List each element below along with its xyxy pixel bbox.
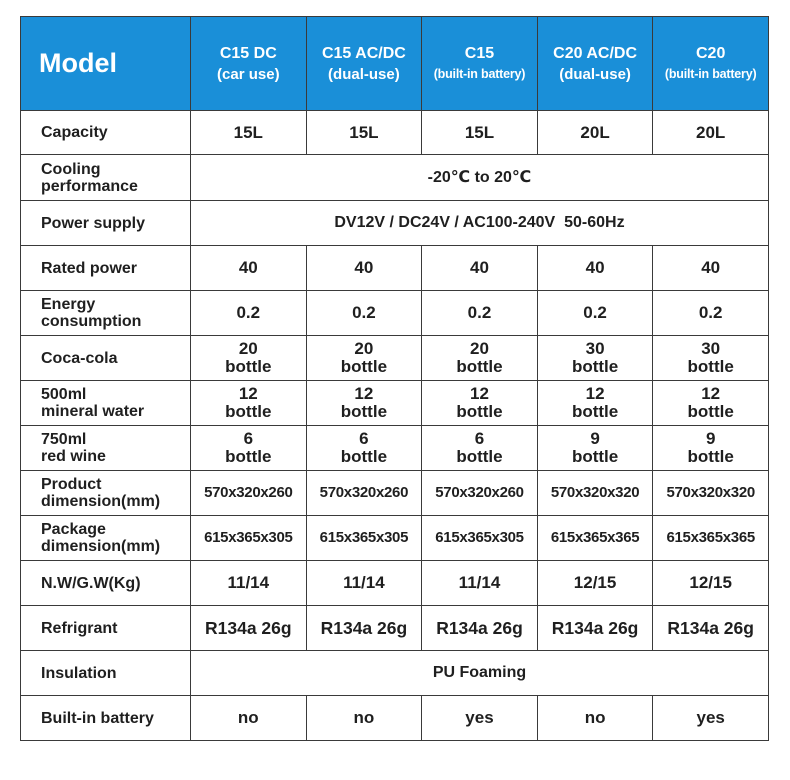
header-row: [21, 17, 769, 111]
value-cell: 570x320x320: [653, 471, 769, 516]
model-header: Model: [21, 17, 191, 111]
value-cell: no: [537, 696, 653, 741]
row-label: [21, 291, 191, 336]
count: 30: [585, 339, 605, 358]
count: 20: [238, 339, 258, 358]
count: 12: [238, 384, 258, 403]
value-cell: [653, 426, 769, 471]
count: 6: [243, 429, 254, 448]
value-cell: [191, 381, 307, 426]
model-sub: (dual-use): [559, 65, 631, 83]
unit: bottle: [340, 402, 388, 421]
count: 9: [705, 429, 716, 448]
value-cell: 0.2: [537, 291, 653, 336]
row-label: Coca-cola: [21, 336, 191, 381]
count: 12: [354, 384, 374, 403]
row-label-line: mineral water: [41, 403, 145, 420]
row-label: Insulation: [21, 651, 191, 696]
value-cell: [653, 381, 769, 426]
model-header-cell: [191, 17, 307, 111]
row-label: [21, 516, 191, 561]
count: 6: [359, 429, 369, 448]
row-label-line: 500ml: [41, 386, 87, 403]
value-cell: [537, 426, 653, 471]
row-product-dimension: [21, 471, 769, 516]
value-cell: [306, 336, 422, 381]
value-cell: 615x365x365: [537, 516, 653, 561]
unit: bottle: [225, 447, 272, 466]
unit: bottle: [456, 357, 503, 376]
value-cell: 40: [653, 246, 769, 291]
count: 9: [590, 429, 600, 448]
row-energy: [21, 291, 769, 336]
value-cell: no: [306, 696, 422, 741]
unit: bottle: [571, 447, 619, 466]
value-cell: 570x320x260: [306, 471, 422, 516]
model-header-cell: [653, 17, 769, 111]
value-cell: [653, 336, 769, 381]
model-sub: (car use): [217, 65, 280, 83]
value-cell: [422, 381, 538, 426]
value-cell: yes: [653, 696, 769, 741]
spec-table-wrapper: [20, 16, 768, 741]
unit: bottle: [571, 402, 619, 421]
row-coca-cola: [21, 336, 769, 381]
value-cell: [537, 381, 653, 426]
row-label-line: performance: [41, 177, 138, 195]
value-cell: [422, 336, 538, 381]
value-cell: 615x365x305: [191, 516, 307, 561]
unit: bottle: [225, 357, 272, 376]
value-cell: 615x365x305: [306, 516, 422, 561]
model-name: C20 AC/DC: [553, 44, 638, 62]
row-insulation: [21, 651, 769, 696]
value-cell: R134a 26g: [422, 606, 538, 651]
value-cell: 615x365x305: [422, 516, 538, 561]
row-mineral-water: [21, 381, 769, 426]
unit: bottle: [225, 402, 272, 421]
unit: bottle: [687, 447, 734, 466]
value-cell: [191, 426, 307, 471]
row-label: Built-in battery: [21, 696, 191, 741]
value-cell: 0.2: [422, 291, 538, 336]
count: 20: [470, 339, 489, 358]
model-header-cell: [422, 17, 538, 111]
model-sub: (built-in battery): [664, 66, 757, 81]
value-cell: yes: [422, 696, 538, 741]
value-cell: 615x365x365: [653, 516, 769, 561]
row-label: [21, 471, 191, 516]
row-label: Capacity: [21, 111, 191, 155]
count: 12: [701, 384, 721, 403]
unit: bottle: [340, 357, 388, 376]
row-refrigrant: [21, 606, 769, 651]
row-capacity: [21, 111, 769, 155]
row-label-line: 750ml: [41, 431, 87, 448]
value-cell: 20L: [653, 111, 769, 155]
value-cell: 570x320x260: [191, 471, 307, 516]
value-cell: 11/14: [191, 561, 307, 606]
value-cell: 15L: [191, 111, 307, 155]
row-label-line: dimension(mm): [41, 493, 161, 510]
value-cell: 15L: [422, 111, 538, 155]
value-cell-merged: -20℃ to 20℃: [191, 155, 769, 201]
row-label-line: red wine: [41, 448, 106, 465]
count: 12: [470, 384, 489, 403]
value-cell: 40: [422, 246, 538, 291]
model-name: C15 DC: [219, 44, 277, 62]
value-cell: 40: [191, 246, 307, 291]
unit: bottle: [456, 402, 503, 421]
value-cell: R134a 26g: [653, 606, 769, 651]
value-cell: no: [191, 696, 307, 741]
value-cell-merged: PU Foaming: [191, 651, 769, 696]
unit: bottle: [571, 357, 619, 376]
row-cooling: [21, 155, 769, 201]
row-label: [21, 155, 191, 201]
value-cell: [422, 426, 538, 471]
unit: bottle: [687, 402, 734, 421]
value-cell: [306, 426, 422, 471]
model-sub: (built-in battery): [433, 66, 526, 81]
unit: bottle: [340, 447, 388, 466]
value-cell: 570x320x260: [422, 471, 538, 516]
value-cell: [191, 336, 307, 381]
row-label-line: Product: [41, 476, 102, 493]
value-cell: R134a 26g: [191, 606, 307, 651]
row-weight: [21, 561, 769, 606]
value-cell: 12/15: [537, 561, 653, 606]
value-cell: 0.2: [653, 291, 769, 336]
value-cell: 0.2: [191, 291, 307, 336]
count: 30: [701, 339, 721, 358]
row-label-line: Package: [41, 521, 106, 538]
row-label: Rated power: [21, 246, 191, 291]
value-cell: R134a 26g: [306, 606, 422, 651]
row-label: Refrigrant: [21, 606, 191, 651]
row-package-dimension: [21, 516, 769, 561]
model-name: C20: [695, 44, 726, 62]
row-label: [21, 426, 191, 471]
value-cell: 570x320x320: [537, 471, 653, 516]
value-cell: 40: [306, 246, 422, 291]
row-label-line: Cooling: [41, 160, 101, 178]
row-label: Power supply: [21, 201, 191, 246]
value-cell-merged: DV12V / DC24V / AC100-240V 50-60Hz: [191, 201, 769, 246]
value-cell: 11/14: [422, 561, 538, 606]
model-header-cell: [537, 17, 653, 111]
value-cell: 40: [537, 246, 653, 291]
row-label-line: Energy: [41, 296, 96, 313]
spec-table: [20, 16, 769, 741]
value-cell: 15L: [306, 111, 422, 155]
count: 6: [474, 429, 485, 448]
unit: bottle: [687, 357, 734, 376]
row-power-supply: [21, 201, 769, 246]
model-name: C15 AC/DC: [321, 44, 406, 62]
model-name: C15: [464, 44, 495, 62]
value-cell: 11/14: [306, 561, 422, 606]
row-built-in-battery: [21, 696, 769, 741]
row-label-line: dimension(mm): [41, 538, 161, 555]
value-cell: 20L: [537, 111, 653, 155]
value-cell: 0.2: [306, 291, 422, 336]
row-label-line: consumption: [41, 313, 142, 330]
row-red-wine: [21, 426, 769, 471]
value-cell: [537, 336, 653, 381]
value-cell: [306, 381, 422, 426]
value-cell: R134a 26g: [537, 606, 653, 651]
model-header-cell: [306, 17, 422, 111]
row-label: N.W/G.W(Kg): [21, 561, 191, 606]
value-cell: 12/15: [653, 561, 769, 606]
row-label: [21, 381, 191, 426]
count: 20: [354, 339, 374, 358]
model-sub: (dual-use): [328, 65, 400, 83]
unit: bottle: [456, 447, 503, 466]
row-rated-power: [21, 246, 769, 291]
count: 12: [585, 384, 605, 403]
